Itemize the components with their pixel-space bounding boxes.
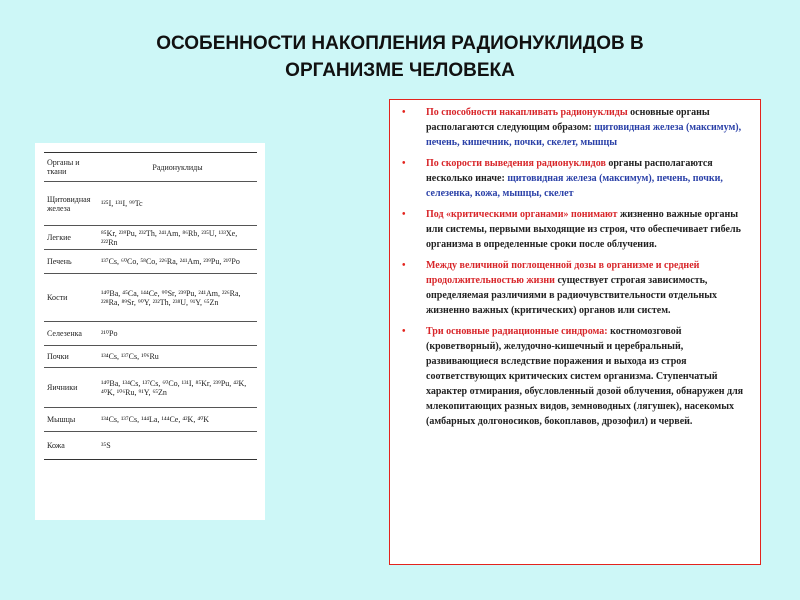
table-row (44, 408, 257, 432)
header-organs: Органы и ткани (44, 153, 98, 182)
nuclides-cell: ⁸⁵Kr, ²³⁹Pu, ²³²Th, ²⁴¹Am, ⁸⁶Rb, ²³⁵U, ¹³³Xe, ²²²Rn (98, 226, 257, 250)
nuclides-cell: ²¹⁰Po (98, 322, 257, 346)
nuclides-cell: ¹³⁴Cs, ¹³⁷Cs, ¹⁰⁶Ru (98, 346, 257, 368)
bullet-list-text: щитовидная железа (максимум), печень, почки, селезенка, кожа, мышцы, скелет (426, 173, 723, 199)
organ-cell: Почки (44, 346, 98, 368)
slide-title (60, 30, 740, 84)
table-row (44, 226, 257, 250)
bullet-dot-icon: • (402, 260, 406, 271)
title-line-1: ОСОБЕННОСТИ НАКОПЛЕНИЯ РАДИОНУКЛИДОВ В (156, 33, 644, 54)
bullet-highlight-text: Три основные радиационные синдрома: (426, 326, 608, 337)
table-row (44, 274, 257, 322)
nuclides-cell: ¹²⁵I, ¹³¹I, ⁹⁹Tc (98, 182, 257, 226)
bullet-highlight-text: Между величиной поглощенной дозы в организме и средней продолжительностью жизни (426, 260, 700, 286)
bullet-item (402, 105, 750, 150)
nuclides-cell: ¹³⁷Cs, ⁶⁰Co, ⁵⁸Co, ²²⁶Ra, ²⁴¹Am, ²³⁹Pu, ²¹⁰Po (98, 250, 257, 274)
organ-cell: Яичники (44, 368, 98, 408)
bullet-body-text: основные органы располагаются следующим образом: (426, 107, 710, 133)
nuclides-cell: ¹³⁴Cs, ¹³⁷Cs, ¹⁴⁴La, ¹⁴⁴Ce, ⁴²K, ⁴⁰K (98, 408, 257, 432)
bullet-item (402, 258, 750, 318)
radionuclide-table-card (35, 143, 265, 520)
nuclides-cell: ¹⁴⁰Ba, ⁴⁵Ca, ¹⁴⁴Ce, ⁹⁰Sr, ²³⁹Pu, ²⁴¹Am, ²²⁶Ra, ²²⁸Ra, ⁸⁹Sr, ⁹⁰Y, ²³²Th, ²³⁸U, ⁹¹Y, ⁶⁵Zn (98, 274, 257, 322)
organ-cell: Щитовидная железа (44, 182, 98, 226)
table-body (44, 182, 257, 460)
bullet-body-text: существует строгая зависимость, определяемая различиями в радиочувствительности отдельных жизненно важных (критических) органов или систем. (426, 275, 718, 316)
bullet-body-text: костномозговой (кроветворный), желудочно-кишечный и церебральный, развивающиеся вследствие поражения и выхода из строя соответствующих критических систем организма. Ступенчатый характер отмирания, обусловленный дозой облучения, обнаружен для млекопитающих разных видов, земноводных (лягушек), насекомых (амбарных долгоносиков, бокоплавов, дрозофил) и червей. (426, 326, 744, 427)
organ-cell: Легкие (44, 226, 98, 250)
table-header-row (44, 153, 257, 182)
table-row (44, 182, 257, 226)
table-row (44, 346, 257, 368)
table-row (44, 322, 257, 346)
bullet-list (402, 105, 750, 429)
bullet-item (402, 324, 750, 429)
organ-cell: Печень (44, 250, 98, 274)
header-radionuclides: Радионуклиды (98, 153, 257, 182)
nuclides-cell: ¹⁴⁰Ba, ¹³⁴Cs, ¹³⁷Cs, ⁶⁰Co, ¹³¹I, ⁸⁵Kr, ²³⁹Pu, ⁴²K, ⁴⁰K, ¹⁰⁶Ru, ⁹¹Y, ⁶⁵Zn (98, 368, 257, 408)
bullet-item (402, 207, 750, 252)
bullet-dot-icon: • (402, 158, 406, 169)
bullet-dot-icon: • (402, 209, 406, 220)
bullet-dot-icon: • (402, 107, 406, 118)
organ-cell: Кости (44, 274, 98, 322)
info-text-box (389, 99, 761, 565)
bullet-item (402, 156, 750, 201)
bullet-body-text: органы располагаются несколько иначе: (426, 158, 713, 184)
organ-cell: Селезенка (44, 322, 98, 346)
bullet-highlight-text: Под «критическими органами» понимают (426, 209, 618, 220)
bullet-highlight-text: По скорости выведения радионуклидов (426, 158, 606, 169)
nuclides-cell: ³⁵S (98, 432, 257, 460)
table-row (44, 250, 257, 274)
bullet-list-text: щитовидная железа (максимум), печень, кишечник, почки, скелет, мышцы (426, 122, 742, 148)
table-row (44, 432, 257, 460)
bullet-body-text: жизненно важные органы или системы, первыми выходящие из строя, что обеспечивает гибель организма в определенные сроки после облучения. (426, 209, 741, 250)
radionuclide-table (44, 152, 257, 460)
bullet-dot-icon: • (402, 326, 406, 337)
bullet-highlight-text: По способности накапливать радионуклиды (426, 107, 628, 118)
table-row (44, 368, 257, 408)
title-line-2: ОРГАНИЗМЕ ЧЕЛОВЕКА (285, 60, 515, 81)
organ-cell: Кожа (44, 432, 98, 460)
organ-cell: Мышцы (44, 408, 98, 432)
